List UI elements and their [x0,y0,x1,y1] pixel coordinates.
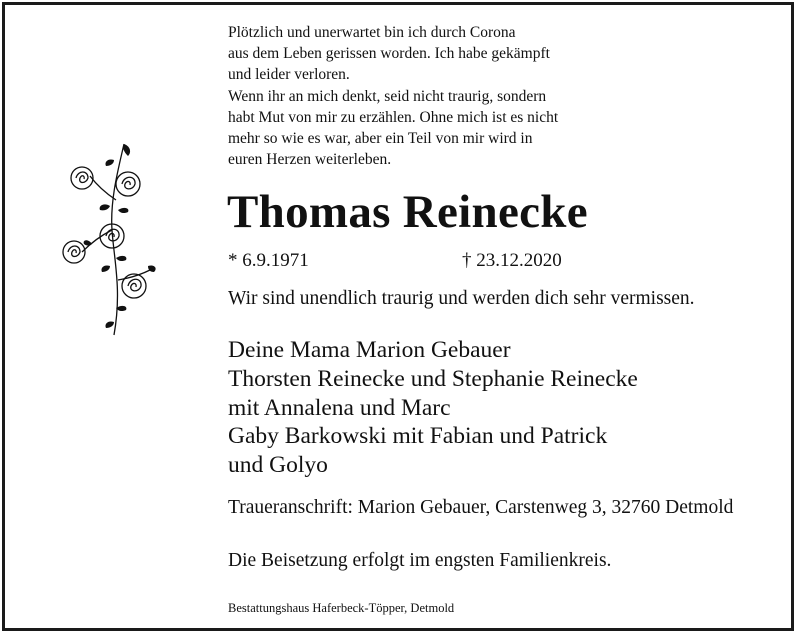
poem-line: Wenn ihr an mich denkt, seid nicht traurig, sondern [228,87,547,105]
family-line: Gaby Barkowski mit Fabian und Patrick [228,423,608,450]
poem-line: aus dem Leben gerissen worden. Ich habe gekämpft [228,45,550,63]
poem-line: mehr so wie es war, aber ein Teil von mir wird in [228,130,533,148]
poem [228,22,608,170]
mourning-text: Wir sind unendlich traurig und werden dich sehr vermissen. [228,288,695,309]
poem-line: euren Herzen weiterleben. [228,151,392,169]
family-line: Deine Mama Marion Gebauer [228,337,511,363]
poem-line: habt Mut von mir zu erzählen. Ohne mich ist es nicht [228,108,559,126]
family-line: mit Annalena und Marc [228,394,451,421]
deceased-name: Thomas Reinecke [227,186,588,238]
birth-date: * 6.9.1971 [228,250,309,271]
mourning-address: Traueranschrift: Marion Gebauer, Carstenweg 3, 32760 Detmold [228,497,734,518]
family-line: und Golyo [228,452,328,479]
rose-branch-icon [52,140,164,340]
death-date: † 23.12.2020 [462,250,562,271]
family-line: Thorsten Reinecke und Stephanie Reinecke [228,365,638,392]
funeral-home: Bestattungshaus Haferbeck-Töpper, Detmold [228,601,455,615]
poem-line: Plötzlich und unerwartet bin ich durch Corona [228,24,516,41]
burial-note: Die Beisetzung erfolgt im engsten Familienkreis. [228,550,612,571]
poem-line: und leider verloren. [228,66,350,84]
family-list [228,336,638,480]
